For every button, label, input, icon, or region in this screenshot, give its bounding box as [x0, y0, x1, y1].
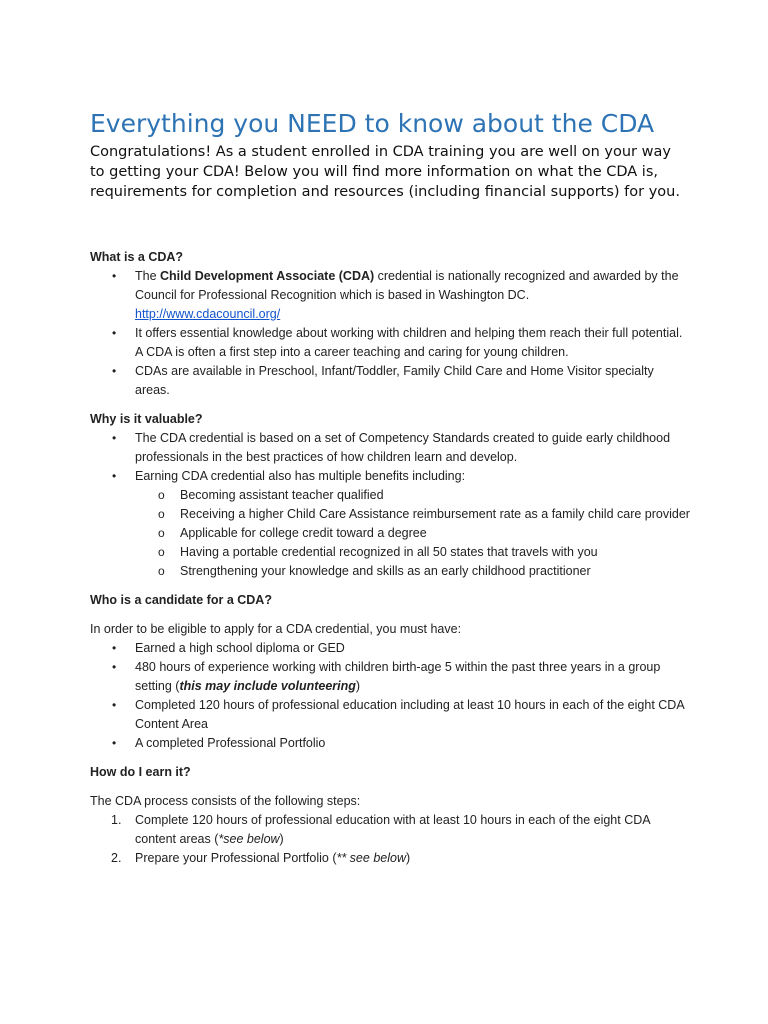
list-item-text: Completed 120 hours of professional education including at least 10 hours in each of the eight CDA Content Area — [135, 698, 684, 731]
sub-list-item — [90, 505, 690, 524]
step-text: Prepare your Professional Portfolio ( — [135, 851, 337, 865]
page-title: Everything you NEED to know about the CDA — [90, 109, 655, 138]
heading-why-valuable: Why is it valuable? — [90, 412, 203, 426]
sub-list-item — [90, 486, 690, 505]
list-item-text: The CDA credential is based on a set of Competency Standards created to guide early childhood professionals in the best practices of how children learn and develop. — [135, 431, 671, 464]
list-item-text: credential is nationally recognized and awarded by the Council for Professional Recognition which is based in Washington DC. — [135, 269, 679, 302]
candidate-requirements-list — [90, 639, 690, 753]
volunteering-note: this may include volunteering — [179, 679, 356, 693]
list-item-text: It offers essential knowledge about working with children and helping them reach their full potential. A CDA is often a first step into a career teaching and caring for young children. — [135, 326, 683, 359]
list-item-text: 480 hours of experience working with children birth-age 5 within the past three years in a group setting ( — [135, 660, 661, 693]
candidate-lead: In order to be eligible to apply for a CDA credential, you must have: — [90, 622, 462, 636]
list-item — [90, 658, 690, 696]
step-number: 2. — [111, 851, 122, 865]
sub-bullet-marker: o — [158, 507, 165, 521]
document-body — [90, 248, 690, 868]
list-item-text: ) — [355, 679, 361, 693]
list-item-text: A completed Professional Portfolio — [135, 736, 326, 750]
sub-list-item-text: Applicable for college credit toward a degree — [180, 526, 427, 540]
step-item — [90, 849, 690, 868]
sub-bullet-marker: o — [158, 545, 165, 559]
step-text: ) — [279, 832, 284, 846]
heading-candidate: Who is a candidate for a CDA? — [90, 593, 272, 607]
cda-council-link[interactable]: http://www.cdacouncil.org/ — [135, 307, 281, 321]
bullet-marker: • — [112, 326, 117, 340]
list-item — [90, 467, 690, 581]
process-lead: The CDA process consists of the following steps: — [90, 794, 361, 808]
process-steps-list — [90, 811, 690, 868]
step-text: ) — [405, 851, 411, 865]
list-item — [90, 324, 690, 362]
list-item — [90, 362, 690, 400]
benefits-sublist — [135, 486, 690, 581]
bullet-marker: • — [112, 736, 117, 750]
step-text: Complete 120 hours of professional education with at least 10 hours in each of the eight CDA content areas ( — [135, 813, 650, 846]
list-item-text: Earning CDA credential also has multiple benefits including: — [135, 469, 466, 483]
list-item — [90, 639, 690, 658]
see-below-note: ** see below — [336, 851, 406, 865]
bullet-marker: • — [112, 364, 117, 378]
sub-list-item-text: Having a portable credential recognized in all 50 states that travels with you — [180, 545, 598, 559]
sub-list-item-text: Receiving a higher Child Care Assistance reimbursement rate as a family child care provider — [180, 507, 690, 521]
cda-bold-term: Child Development Associate (CDA) — [160, 269, 375, 283]
bullet-marker: • — [112, 660, 117, 674]
list-item — [90, 429, 690, 467]
bullet-marker: • — [112, 469, 117, 483]
list-item — [90, 267, 690, 324]
sub-list-item — [90, 562, 690, 581]
what-is-cda-list — [90, 267, 690, 400]
bullet-marker: • — [112, 698, 117, 712]
step-item — [90, 811, 690, 849]
sub-bullet-marker: o — [158, 488, 165, 502]
sub-bullet-marker: o — [158, 564, 165, 578]
see-below-note: *see below — [218, 832, 280, 846]
list-item — [90, 734, 690, 753]
heading-what-is-cda: What is a CDA? — [90, 250, 184, 264]
sub-list-item — [90, 543, 690, 562]
why-valuable-list — [90, 429, 690, 581]
sub-list-item — [90, 524, 690, 543]
bullet-marker: • — [112, 641, 117, 655]
sub-list-item-text: Strengthening your knowledge and skills as an early childhood practitioner — [180, 564, 591, 578]
bullet-marker: • — [112, 431, 117, 445]
heading-how-earn: How do I earn it? — [90, 765, 191, 779]
sub-list-item-text: Becoming assistant teacher qualified — [180, 488, 384, 502]
list-item-text: Earned a high school diploma or GED — [135, 641, 345, 655]
list-item — [90, 696, 690, 734]
step-number: 1. — [111, 813, 122, 827]
sub-bullet-marker: o — [158, 526, 165, 540]
intro-paragraph: Congratulations! As a student enrolled in CDA training you are well on your way to getting your CDA! Below you will find more information on what the CDA is, requirements for completion and resources (including financial supports) for you. — [90, 144, 680, 200]
list-item-text: CDAs are available in Preschool, Infant/Toddler, Family Child Care and Home Visitor specialty areas. — [135, 364, 654, 397]
list-item-text: The — [135, 269, 161, 283]
bullet-marker: • — [112, 269, 117, 283]
